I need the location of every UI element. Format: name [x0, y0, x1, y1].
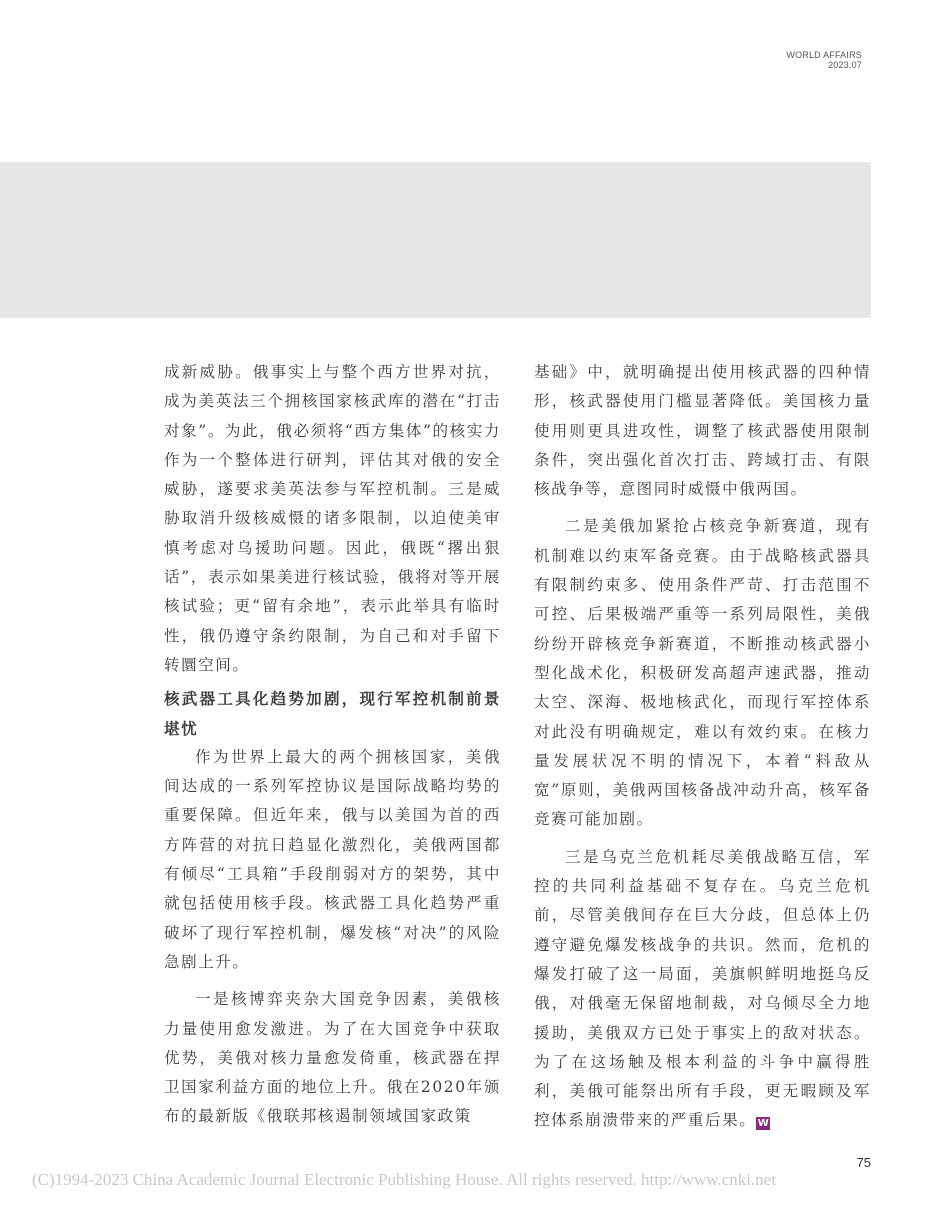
paragraph: 作为世界上最大的两个拥核国家，美俄间达成的一系列军控协议是国际战略均势的重要保障。但近年来，俄与以美国为首的西方阵营的对抗日趋显化激烈化，美俄两国都有倾尽“工具箱”手段削弱对方的架势，其中就包括使用核手段。核武器工具化趋势严重破坏了现行军控机制，爆发核“对决”的风险急剧上升。: [164, 747, 501, 971]
journal-title: WORLD AFFAIRS: [786, 50, 862, 60]
section-heading: 核武器工具化趋势加剧，现行军控机制前景堪忧: [164, 689, 501, 738]
copyright-watermark: (C)1994-2023 China Academic Journal Electronic Publishing House. All rights reserved. http://www.cnki.net: [32, 1170, 776, 1189]
paragraph: 二是美俄加紧抢占核竞争新赛道，现有机制难以约束军备竞赛。由于战略核武器具有限制约束多、使用条件严苛、打击范围不可控、后果极端严重等一系列局限性，美俄纷纷开辟核竞争新赛道，不断推动核武器小型化战术化，积极研发高超声速武器，推动太空、深海、极地核武化，而现行军控体系对此没有明确规定，难以有效约束。在核力量发展状况不明的情况下，本着“料敌从宽”原则，美俄两国核备战冲动升高，核军备竞赛可能加剧。: [534, 517, 871, 829]
header-banner: [0, 162, 871, 318]
paragraph: 一是核博弈夹杂大国竞争因素，美俄核力量使用愈发激进。为了在大国竞争中获取优势，美俄对核力量愈发倚重，核武器在捍卫国家利益方面的地位上升。俄在2020年颁布的最新版《俄联邦核遏制领域国家政策: [164, 990, 501, 1126]
page-number: 75: [856, 1155, 871, 1170]
issue-number: 2023.07: [828, 60, 862, 70]
paragraph: [534, 843, 871, 1136]
paragraph: 基础》中，就明确提出使用核武器的四种情形，核武器使用门槛显著降低。美国核力量使用则更具进攻性，调整了核武器使用限制条件，突出强化首次打击、跨域打击、有限核战争等，意图同时威慑中俄两国。: [534, 363, 871, 499]
article-end-mark: W: [757, 1118, 769, 1130]
paragraph: 成新威胁。俄事实上与整个西方世界对抗，成为美英法三个拥核国家核武库的潜在“打击对象”。为此，俄必须将“西方集体”的核实力作为一个整体进行研判，评估其对俄的安全威胁，遂要求美英法参与军控机制。三是威胁取消升级核威慑的诸多限制，以迫使美审慎考虑对乌援助问题。因此，俄既“撂出狠话”，表示如果美进行核试验，俄将对等开展核试验；更“留有余地”，表示此举具有临时性，俄仍遵守条约限制，为自己和对手留下转圜空间。: [164, 363, 501, 674]
left-column: [164, 358, 501, 1132]
paragraph-text: 三是乌克兰危机耗尽美俄战略互信，军控的共同利益基础不复存在。乌克兰危机前，尽管美俄间存在巨大分歧，但总体上仍遵守避免爆发核战争的共识。然而，危机的爆发打破了这一局面，美旗帜鲜明地挺乌反俄，对俄毫无保留地制裁，对乌倾尽全力地援助，美俄双方已处于事实上的敌对状态。为了在这场触及根本利益的斗争中赢得胜利，美俄可能祭出所有手段，更无暇顾及军控体系崩溃带来的严重后果。: [534, 847, 871, 1130]
right-column: [534, 358, 871, 1136]
journal-masthead: [786, 50, 862, 70]
